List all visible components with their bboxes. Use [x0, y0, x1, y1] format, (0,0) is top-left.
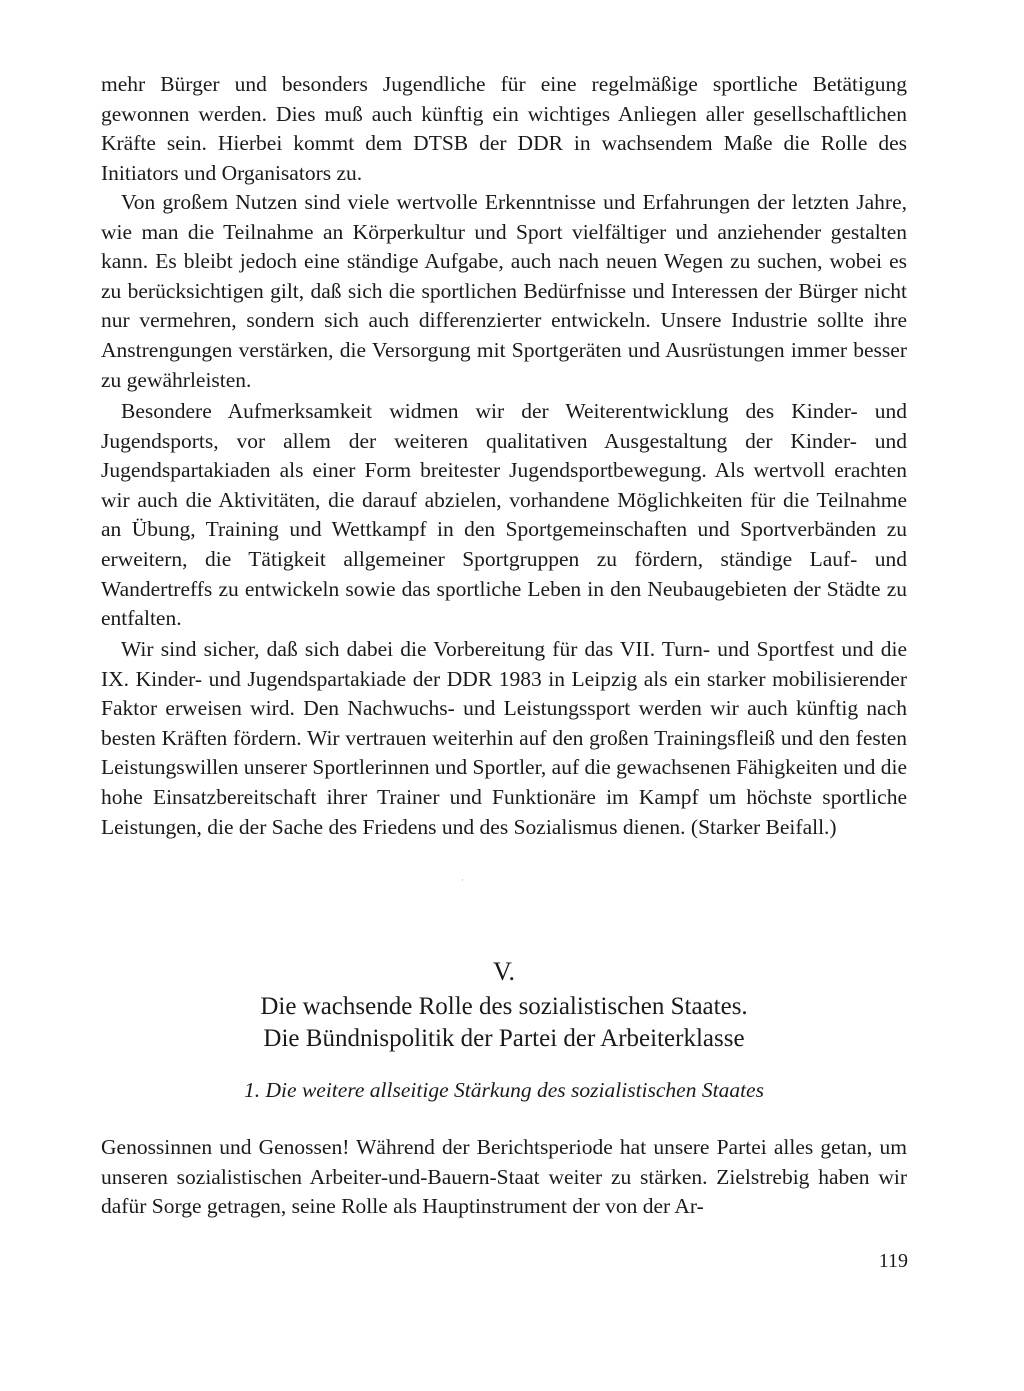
body-paragraph: Genossinnen und Genossen! Während der Berichtsperiode hat unsere Partei alles getan, um unseren sozialistischen Arbeiter-und-Bauern-Staat weiter zu stärken. Zielstrebig haben wir dafür Sorge getragen, seine Rolle als Hauptinstrument der von der Ar-: [101, 1135, 907, 1219]
scan-speck: ·: [461, 875, 464, 885]
subsection-heading: 1. Die weitere allseitige Stärkung des sozialistischen Staates: [244, 1078, 764, 1102]
page-number: 119: [878, 1250, 908, 1272]
body-paragraph: Besondere Aufmerksamkeit widmen wir der Weiterentwicklung des Kinder- und Jugendsports, vor allem der weiteren qualitativen Ausgestaltung der Kinder- und Jugendspartakiaden als einer Form breitester Jugendsportbewegung. Als wertvoll erachten wir auch die Aktivitäten, die darauf abzielen, vorhandene Möglichkeiten für die Teilnahme an Übung, Training und Wettkampf in den Sportgemeinschaften und Sportverbänden zu erweitern, die Tätigkeit allgemeiner Sportgruppen zu fördern, ständige Lauf- und Wandertreffs zu entwickeln sowie das sportliche Leben in den Neubaugebieten der Städte zu entfalten.: [101, 399, 907, 631]
body-paragraph: Wir sind sicher, daß sich dabei die Vorbereitung für das VII. Turn- und Sportfest und die IX. Kinder- und Jugendspartakiade der DDR 1983 in Leipzig als ein starker mobilisierender Faktor erweisen wird. Den Nachwuchs- und Leistungssport werden wir auch künftig nach besten Kräften fördern. Wir vertrauen weiterhin auf den großen Trainingsfleiß und den festen Leistungswillen unserer Sportlerinnen und Sportler, auf die gewachsenen Fähigkeiten und die hohe Einsatzbereitschaft ihrer Trainer und Funktionäre im Kampf um höchste sportliche Leistungen, die der Sache des Friedens und des Sozialismus dienen. (Starker Beifall.): [101, 637, 907, 839]
section-title-line-1: Die wachsende Rolle des sozialistischen Staates.: [260, 993, 748, 1020]
body-paragraph: Von großem Nutzen sind viele wertvolle Erkenntnisse und Erfahrungen der letzten Jahre, wie man die Teilnahme an Körperkultur und Sport vielfältiger und anziehender gestalten kann. Es bleibt jedoch eine ständige Aufgabe, auch nach neuen Wegen zu suchen, wobei es zu berücksichtigen gilt, daß sich die sportlichen Bedürfnisse und Interessen der Bürger nicht nur vermehren, sondern sich auch differenzierter entwickeln. Unsere Industrie sollte ihre Anstrengungen verstärken, die Versorgung mit Sportgeräten und Ausrüstungen immer besser zu gewährleisten.: [101, 190, 907, 392]
section-number: V.: [493, 957, 515, 986]
body-paragraph: mehr Bürger und besonders Jugendliche für eine regelmäßige sportliche Betätigung gewonnen werden. Dies muß auch künftig ein wichtiges Anliegen aller gesellschaftlichen Kräfte sein. Hierbei kommt dem DTSB der DDR in wachsendem Maße die Rolle des Initiators und Organisators zu.: [101, 72, 907, 185]
section-title-line-2: Die Bündnispolitik der Partei der Arbeiterklasse: [263, 1025, 745, 1052]
